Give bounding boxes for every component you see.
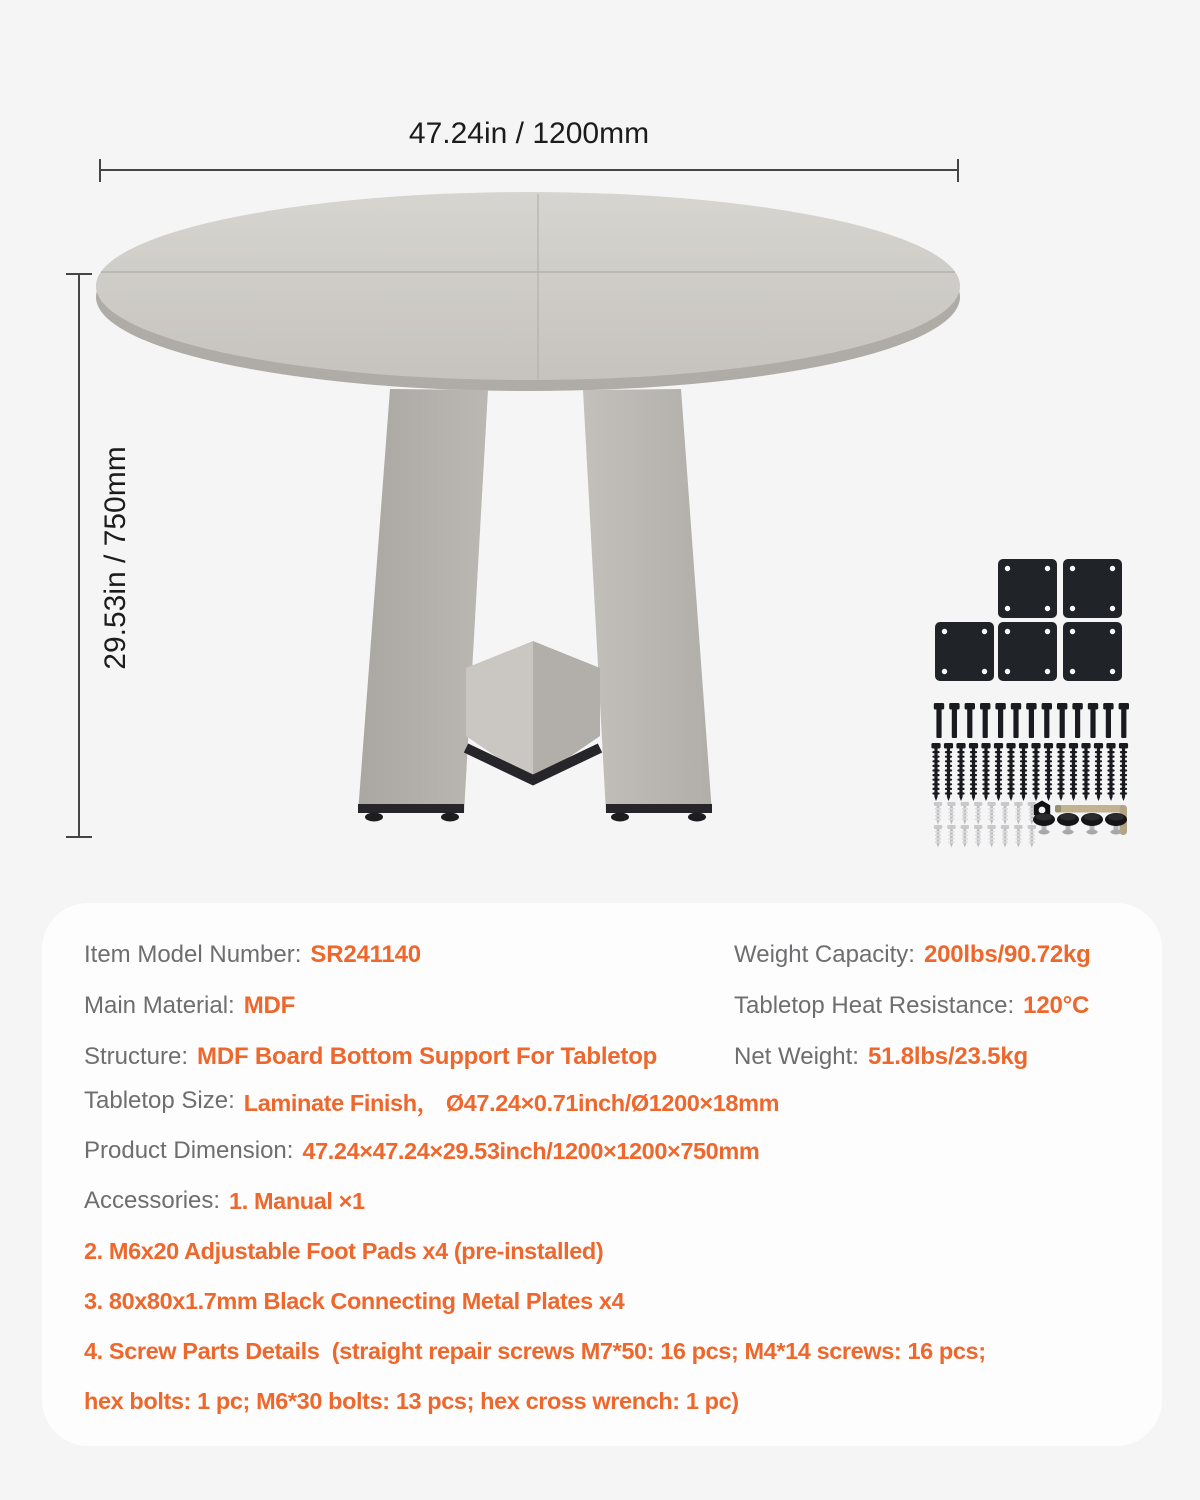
- spec-label: Item Model Number:: [84, 940, 302, 968]
- m4x14-screws-row-2: [934, 825, 1036, 848]
- spec-label: Tabletop Heat Resistance:: [734, 991, 1015, 1019]
- spec-rows: [42, 1076, 1162, 1426]
- spec-label: Product Dimension:: [84, 1137, 294, 1164]
- width-dimension-label: 47.24in / 1200mm: [408, 117, 650, 150]
- height-dimension-label: 29.53in / 750mm: [99, 446, 132, 670]
- m6x30-bolts-row: [934, 703, 1129, 738]
- right-foot-strip: [606, 804, 712, 813]
- spec-row-heat-resistance: [734, 980, 1132, 1031]
- spec-row-screw-parts-line-1: [84, 1326, 1132, 1376]
- spec-row-structure: [84, 1031, 734, 1082]
- repair-screws-row: [931, 743, 1128, 801]
- spec-value: 3. 80x80x1.7mm Black Connecting Metal Plates x4: [84, 1287, 625, 1314]
- spec-panel: [42, 903, 1162, 1446]
- spec-row-main-material: [84, 980, 734, 1031]
- foot-pads-installed: [365, 813, 706, 822]
- spec-label: Main Material:: [84, 991, 235, 1019]
- spec-label: Accessories:: [84, 1187, 221, 1214]
- round-table-image: [60, 150, 990, 870]
- spec-value: 200lbs/90.72kg: [923, 940, 1091, 968]
- spec-row-accessory-foot-pads: [84, 1226, 1132, 1276]
- m4x14-screws-row-1: [934, 802, 1036, 825]
- spec-value: 2. M6x20 Adjustable Foot Pads x4 (pre-installed): [84, 1237, 604, 1264]
- spec-value: SR241140: [310, 940, 421, 968]
- spec-row-screw-parts-line-2: [84, 1376, 1132, 1426]
- spec-row-product-dimension: [84, 1126, 1132, 1176]
- spec-value: Laminate Finish， Ø47.24×0.71inch/Ø1200×18mm: [243, 1090, 780, 1116]
- hardware-kit-image: [905, 545, 1165, 855]
- spec-row-accessories: [84, 1176, 1132, 1226]
- spec-label: Net Weight:: [734, 1042, 859, 1070]
- tabletop: [96, 192, 960, 391]
- spec-grid: [42, 903, 1162, 1082]
- spec-row-tabletop-size: [84, 1076, 1132, 1126]
- spec-value: 120°C: [1023, 991, 1090, 1019]
- spec-row-accessory-metal-plates: [84, 1276, 1132, 1326]
- spec-value: 4. Screw Parts Details (straight repair screws M7*50: 16 pcs; M4*14 screws: 16 pcs;: [84, 1337, 986, 1364]
- spec-value: 47.24×47.24×29.53inch/1200×1200×750mm: [302, 1137, 760, 1164]
- pedestal-base: [358, 389, 712, 822]
- tabletop-surface: [96, 192, 960, 380]
- spec-label: Tabletop Size:: [84, 1087, 235, 1114]
- table-leg-right: [583, 389, 712, 813]
- spec-label: Structure:: [84, 1042, 189, 1070]
- spec-row-item-model-number: [84, 929, 734, 980]
- spec-value: hex bolts: 1 pc; M6*30 bolts: 13 pcs; hex cross wrench: 1 pc): [84, 1387, 739, 1414]
- spec-row-weight-capacity: [734, 929, 1132, 980]
- spec-label: Weight Capacity:: [734, 940, 915, 968]
- spec-value: 1. Manual ×1: [229, 1187, 365, 1214]
- adjustable-foot-pads: [1033, 813, 1127, 835]
- left-foot-strip: [358, 804, 464, 813]
- spec-value: 51.8lbs/23.5kg: [867, 1042, 1028, 1070]
- connecting-metal-plates: [935, 559, 1122, 681]
- spec-row-net-weight: [734, 1031, 1132, 1082]
- spec-value: MDF Board Bottom Support For Tabletop: [197, 1042, 658, 1070]
- spec-value: MDF: [243, 991, 296, 1019]
